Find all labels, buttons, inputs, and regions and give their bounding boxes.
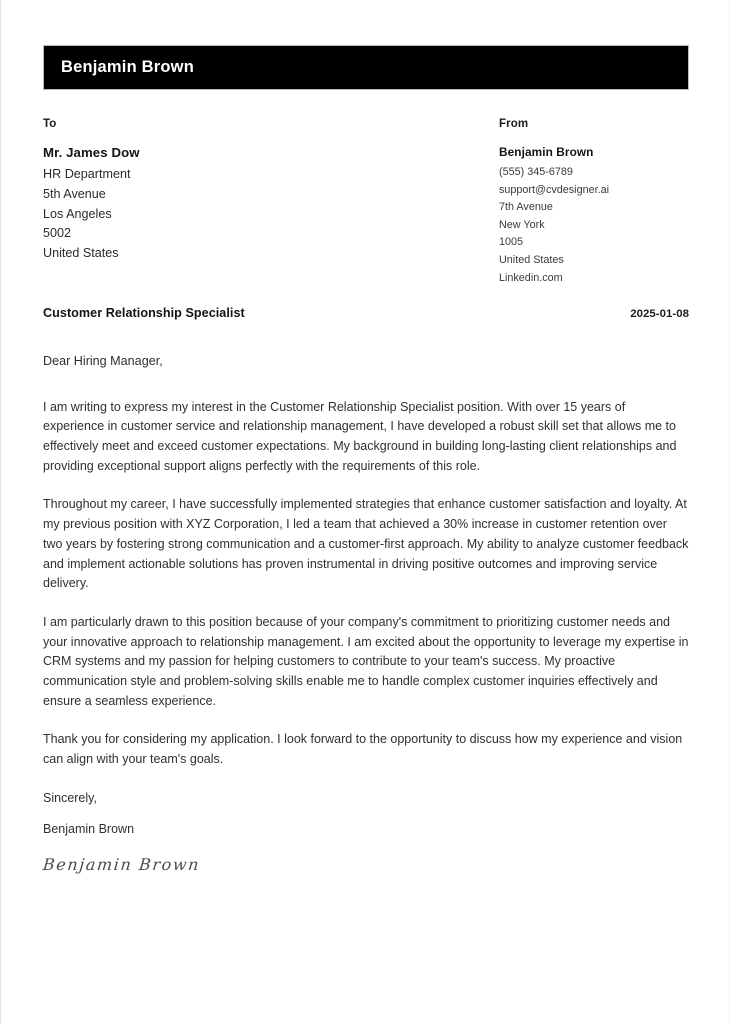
sender-column (499, 118, 689, 287)
sender-phone: (555) 345-6789 (499, 166, 573, 178)
header-banner (43, 45, 689, 90)
subject-row (43, 306, 689, 320)
body-paragraph: I am writing to express my interest in the Customer Relationship Specialist position. With over 15 years of experience in customer service and relationship management, I have developed a robust skill set that allows me to effectively meet and exceed customer expectations. My background in building long-lasting client relationships and providing exceptional support aligns perfectly with the requirements of this role. (43, 399, 677, 473)
body-paragraph: Throughout my career, I have successfully implemented strategies that enhance customer satisfaction and loyalty. At my previous position with XYZ Corporation, I led a team that achieved a 30% increase in customer retention over two years by fostering strong communication and a customer-first approach. My ability to analyze customer feedback and implement actionable solutions has proven instrumental in driving positive outcomes and improving service delivery. (43, 497, 689, 591)
address-block (43, 118, 689, 287)
header-candidate-name: Benjamin Brown (61, 58, 194, 76)
recipient-line: 5002 (43, 226, 72, 241)
sender-website: Linkedin.com (499, 271, 563, 284)
sender-line: New York (499, 218, 545, 231)
closing-word: Sincerely, (43, 790, 97, 805)
sender-name: Benjamin Brown (499, 145, 594, 159)
closing-name: Benjamin Brown (43, 821, 135, 836)
letter-date: 2025-01-08 (630, 308, 689, 320)
salutation: Dear Hiring Manager, (43, 354, 163, 368)
recipient-line: United States (43, 246, 119, 261)
recipient-line: HR Department (43, 167, 131, 181)
recipient-line: Los Angeles (43, 206, 112, 221)
subject-title: Customer Relationship Specialist (43, 306, 245, 320)
body-paragraph: Thank you for considering my application. I look forward to the opportunity to discuss how my experience and vision can align with your team's goals. (43, 732, 683, 767)
sender-email: support@cvdesigner.ai (499, 183, 609, 196)
signature-mark: Benjamin Brown (42, 855, 202, 875)
recipient-label: To (43, 118, 57, 130)
recipient-column (43, 118, 499, 287)
body-paragraph: I am particularly drawn to this position because of your company's commitment to prioritizing customer needs and your innovative approach to relationship management. I am excited about the opportunity to leverage my expertise in CRM systems and my passion for helping customers to contribute to your team's success. My proactive communication style and problem-solving skills enable me to handle complex customer inquiries effectively and ensure a seamless experience. (43, 614, 689, 708)
sender-line: 7th Avenue (499, 201, 553, 214)
sender-line: 1005 (499, 236, 524, 249)
recipient-name: Mr. James Dow (43, 145, 140, 160)
sender-label: From (499, 118, 529, 130)
recipient-line: 5th Avenue (43, 186, 106, 201)
sender-line: United States (499, 253, 564, 266)
letter-body (43, 352, 689, 874)
